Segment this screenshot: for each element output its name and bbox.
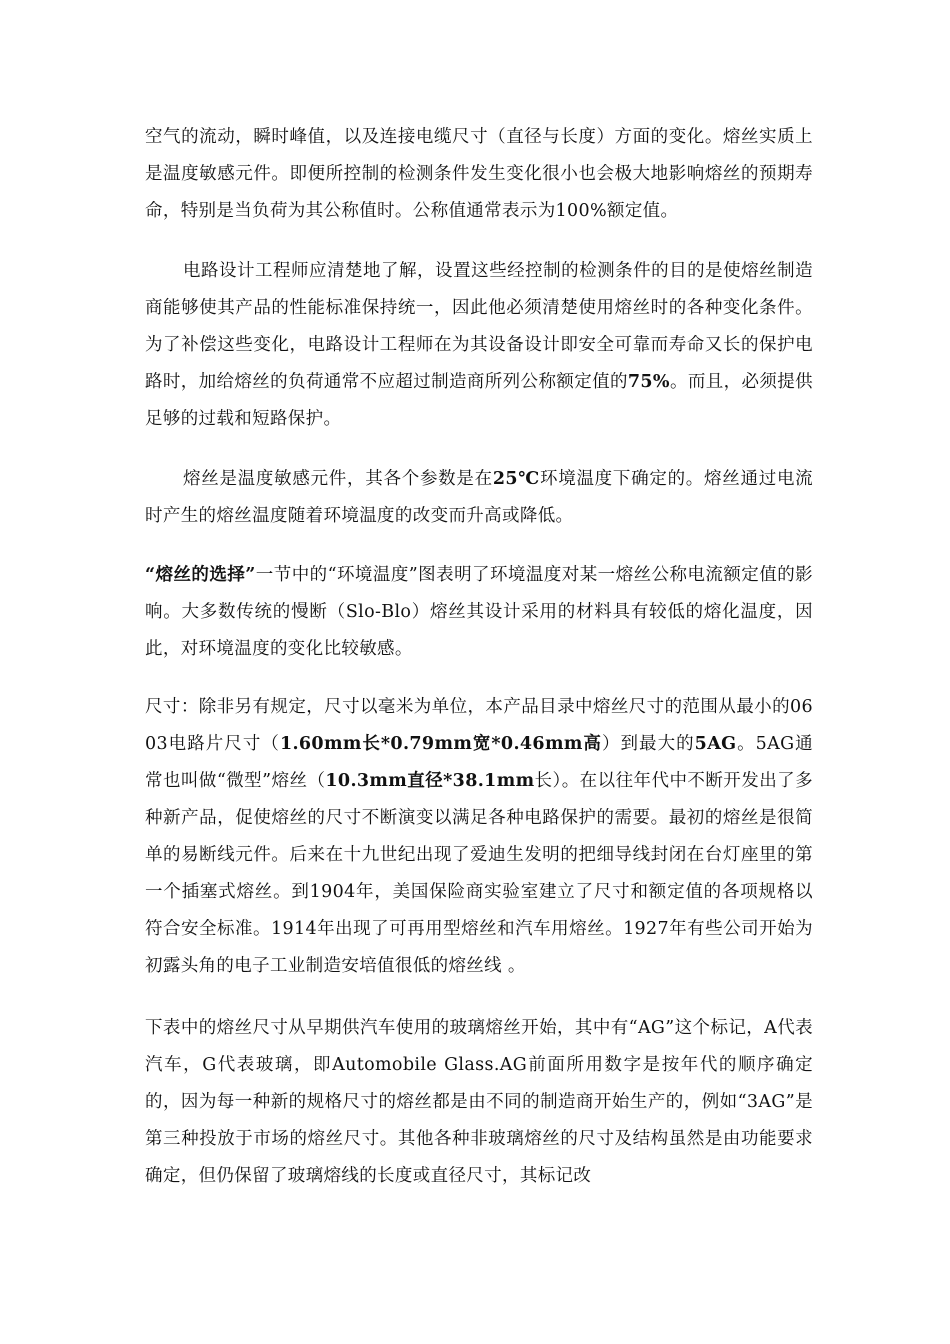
paragraph-dimensions bbox=[145, 689, 813, 985]
paragraph-text: 电路设计工程师应清楚地了解，设置这些经控制的检测条件的目的是使熔丝制造商能够使其产品的性能标准保持统一，因此他必须清楚使用熔丝时的各种变化条件。为了补偿这些变化，电路设计工程师在为其设备设计即安全可靠而寿命又长的保护电路时，加给熔丝的负荷通常不应超过制造商所列公称额定值的 bbox=[145, 261, 813, 392]
paragraph-text-tail: 。而且，必须提供足够的过载和短路保护。 bbox=[145, 372, 813, 429]
reference-temperature: 25℃ bbox=[492, 469, 540, 489]
paragraph-text: 长）。在以往年代中不断开发出了多种新产品，促使熔丝的尺寸不断演变以满足各种电路保护的需要。最初的熔丝是很简单的易断线元件。后来在十九世纪出现了爱迪生发明的把细导线封闭在台灯座里的第一个插塞式熔丝。到1904年，美国保险商实验室建立了尺寸和额定值的各项规格以符合安全标准。1914年出现了可再用型熔丝和汽车用熔丝。1927年有些公司开始为初露头角的电子工业制造安培值很低的熔丝线 。 bbox=[145, 771, 813, 976]
paragraph-text: 熔丝是温度敏感元件，其各个参数是在 bbox=[183, 469, 493, 489]
chip-dimensions: 1.60mm长*0.79mm宽*0.46mm高 bbox=[279, 734, 602, 754]
paragraph-text: 下表中的熔丝尺寸从早期供汽车使用的玻璃熔丝开始，其中有“AG”这个标记，A代表汽车，G代表玻璃，即Automobile Glass.AG前面所用数字是按年代的顺序确定的，因为每一种新的规格尺寸的熔丝都是由不同的制造商开始生产的，例如“3AG”是第三种投放于市场的熔丝尺寸。其他各种非玻璃熔丝的尺寸及结构虽然是由功能要求确定，但仍保留了玻璃熔线的长度或直径尺寸，其标记改 bbox=[145, 1018, 813, 1186]
paragraph-text: 空气的流动，瞬时峰值，以及连接电缆尺寸（直径与长度）方面的变化。熔丝实质上是温度敏感元件。即便所控制的检测条件发生变化很小也会极大地影响熔丝的预期寿命，特别是当负荷为其公称值时。公称值通常表示为100%额定值。 bbox=[145, 127, 813, 221]
paragraph-ag-naming bbox=[145, 1010, 813, 1195]
paragraph-text: 一节中的“环境温度”图表明了环境温度对某一熔丝公称电流额定值的影响。大多数传统的慢断（Slo-Blo）熔丝其设计采用的材料具有较低的熔化温度，因此，对环境温度的变化比较敏感。 bbox=[145, 565, 813, 659]
largest-size: 5AG bbox=[694, 734, 737, 754]
paragraph-rating-conditions bbox=[145, 119, 813, 230]
paragraph-ambient-temperature bbox=[145, 461, 813, 535]
paragraph-derating bbox=[145, 253, 813, 438]
derating-percent: 75% bbox=[627, 372, 670, 392]
paragraph-text: 。5AG通常也叫做“微型”熔丝（ bbox=[145, 734, 814, 791]
section-reference: “熔丝的选择” bbox=[145, 565, 256, 585]
paragraph-text: ）到最大的 bbox=[601, 734, 695, 754]
paragraph-fuse-selection bbox=[145, 557, 813, 668]
micro-fuse-dimensions: 10.3mm直径*38.1mm bbox=[325, 771, 535, 791]
paragraph-text: 尺寸：除非另有规定，尺寸以毫米为单位，本产品目录中熔丝尺寸的范围从最小的0603电路片尺寸（ bbox=[145, 697, 813, 754]
paragraph-text-tail: 环境温度下确定的。熔丝通过电流时产生的熔丝温度随着环境温度的改变而升高或降低。 bbox=[145, 469, 814, 526]
